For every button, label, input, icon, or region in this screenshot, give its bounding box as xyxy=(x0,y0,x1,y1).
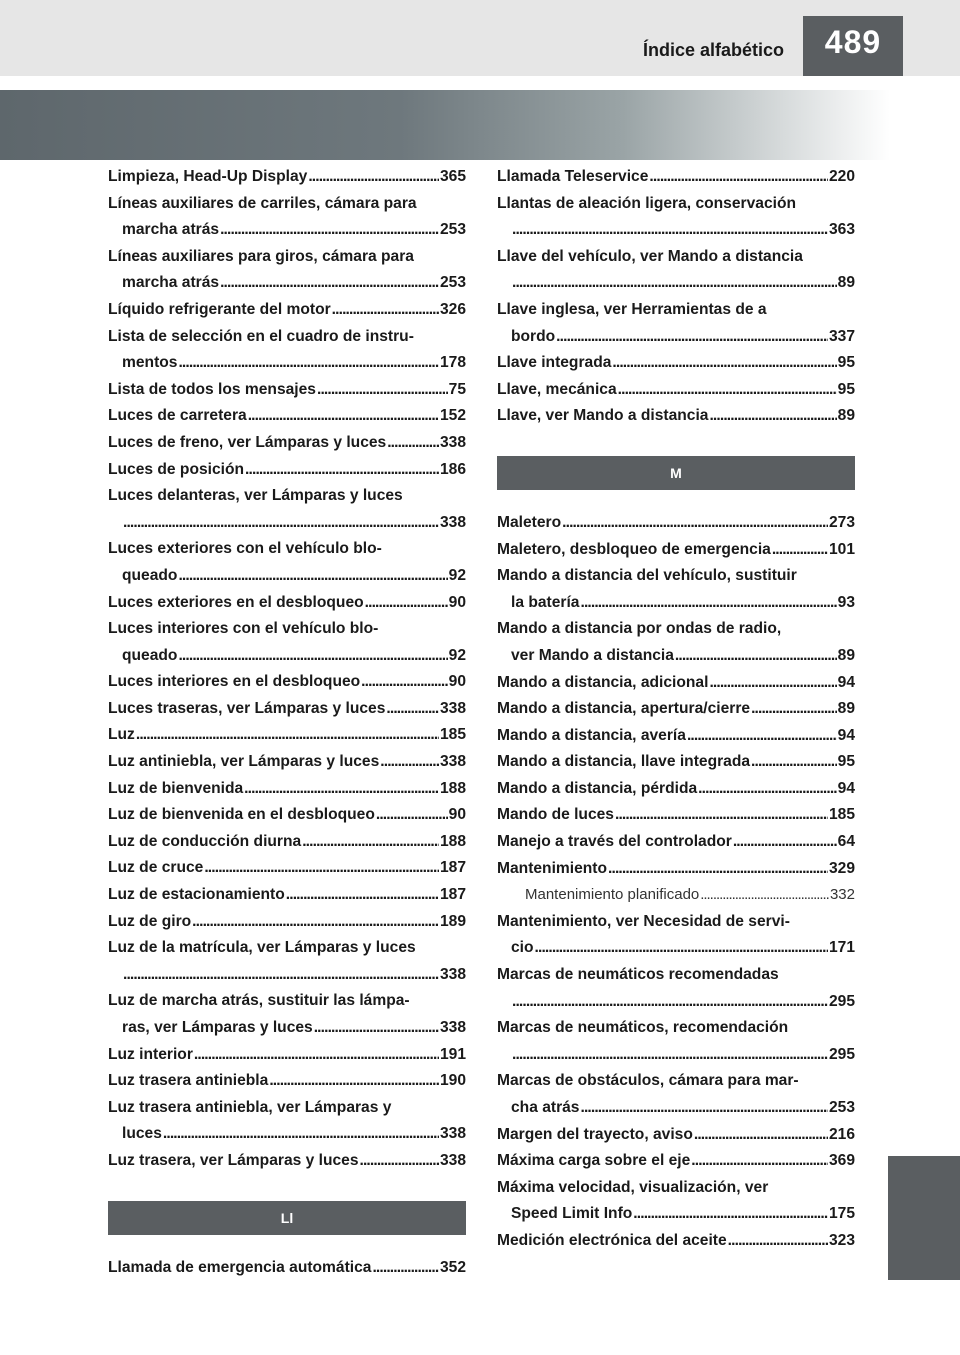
entry-label: Mando a distancia, pérdida xyxy=(497,779,698,797)
page-reference: 92 xyxy=(448,646,466,664)
page-reference: 323 xyxy=(828,1231,855,1249)
page-reference: 94 xyxy=(837,779,855,797)
page-reference: 90 xyxy=(448,806,466,824)
entry-label: Luz xyxy=(108,726,135,744)
page-reference: 363 xyxy=(828,221,855,239)
leader-dots xyxy=(615,802,828,829)
entry-label: Luz de giro xyxy=(108,912,192,930)
entry-label: Mantenimiento, ver Necesidad de servi- xyxy=(497,912,790,930)
index-entry xyxy=(108,962,466,989)
leader-dots xyxy=(244,776,439,803)
entry-label: Medición electrónica del aceite xyxy=(497,1231,727,1249)
index-entry xyxy=(497,1122,855,1149)
leader-dots xyxy=(512,217,828,244)
entry-label: Llamada de emergencia automática xyxy=(108,1258,372,1276)
entry-label: Luz de bienvenida en el desbloqueo xyxy=(108,806,375,824)
leader-dots xyxy=(535,935,828,962)
leader-dots xyxy=(317,377,448,404)
leader-dots xyxy=(380,749,439,776)
entry-label: Mando a distancia, apertura/cierre xyxy=(497,700,751,718)
index-entry-text xyxy=(497,1175,855,1202)
index-entry-text xyxy=(497,1015,855,1042)
index-entry xyxy=(108,270,466,297)
entry-label: Luces exteriores con el vehículo blo- xyxy=(108,540,382,558)
page-reference: 187 xyxy=(439,859,466,877)
leader-dots xyxy=(387,430,439,457)
entry-label: marcha atrás xyxy=(122,274,220,292)
page-reference: 152 xyxy=(439,407,466,425)
entry-label: Marcas de neumáticos recomendadas xyxy=(497,966,779,984)
index-entry xyxy=(497,164,855,191)
leader-dots xyxy=(386,696,439,723)
entry-label: Mando a distancia, llave integrada xyxy=(497,753,751,771)
index-entry xyxy=(497,776,855,803)
page-reference: 216 xyxy=(828,1125,855,1143)
entry-label: Luces interiores en el desbloqueo xyxy=(108,673,361,691)
page-reference: 191 xyxy=(439,1045,466,1063)
entry-label: ras, ver Lámparas y luces xyxy=(122,1019,313,1036)
leader-dots xyxy=(365,590,448,617)
leader-dots xyxy=(580,590,836,617)
index-entry xyxy=(108,430,466,457)
index-entry xyxy=(108,403,466,430)
index-entry xyxy=(497,590,855,617)
entry-label: mentos xyxy=(122,354,178,372)
page-reference: 95 xyxy=(837,354,855,372)
page-reference: 332 xyxy=(829,886,855,904)
leader-dots xyxy=(556,324,828,351)
index-entry xyxy=(497,643,855,670)
entry-label: Margen del trayecto, aviso xyxy=(497,1125,693,1143)
index-entry xyxy=(497,723,855,750)
index-entry xyxy=(108,1015,466,1042)
page-reference: 295 xyxy=(828,1045,855,1063)
leader-dots xyxy=(286,882,439,909)
leader-dots xyxy=(700,882,829,909)
index-entry xyxy=(108,457,466,484)
entry-label: Luz de marcha atrás, sustituir las lámpa- xyxy=(108,992,410,1010)
index-entry xyxy=(497,935,855,962)
index-entry xyxy=(108,350,466,377)
index-entry xyxy=(497,1042,855,1069)
leader-dots xyxy=(204,855,439,882)
leader-dots xyxy=(687,723,837,750)
entry-label: Speed Limit Info xyxy=(511,1205,633,1223)
entry-label: cha atrás xyxy=(511,1099,580,1116)
page-reference: 338 xyxy=(439,965,466,983)
entry-label: Máxima velocidad, visualización, ver xyxy=(497,1178,769,1196)
entry-label: Maletero xyxy=(497,513,562,531)
page-reference: 185 xyxy=(439,726,466,744)
index-entry xyxy=(497,217,855,244)
entry-label: Luces delanteras, ver Lámparas y luces xyxy=(108,487,403,505)
index-entry-text xyxy=(108,935,466,962)
index-entry xyxy=(497,1148,855,1175)
entry-label: Luces de freno, ver Lámparas y luces xyxy=(108,433,387,451)
entry-label: Líquido refrigerante del motor xyxy=(108,300,331,318)
leader-dots xyxy=(314,1015,439,1042)
page-reference: 185 xyxy=(828,806,855,824)
entry-label: Luces exteriores en el desbloqueo xyxy=(108,593,364,611)
entry-label: luces xyxy=(122,1125,162,1143)
side-thumb-tab xyxy=(888,1156,960,1280)
index-entry-text xyxy=(497,191,855,218)
page-reference: 75 xyxy=(448,380,466,398)
index-entry-text xyxy=(108,244,466,271)
index-entry-text xyxy=(108,616,466,643)
index-entry xyxy=(497,537,855,564)
index-entry xyxy=(497,350,855,377)
entry-label: Luz trasera antiniebla xyxy=(108,1072,269,1090)
index-entry xyxy=(108,297,466,324)
page-reference: 171 xyxy=(828,939,855,957)
index-entry-text xyxy=(108,1095,466,1122)
entry-label: Líneas auxiliares para giros, cámara para xyxy=(108,247,414,265)
page-reference: 273 xyxy=(828,513,855,531)
entry-label: Llave inglesa, ver Herramientas de a xyxy=(497,300,767,318)
index-entry-text xyxy=(108,324,466,351)
page-reference: 337 xyxy=(828,327,855,345)
entry-label: Manejo a través del controlador xyxy=(497,833,732,851)
leader-dots xyxy=(691,1148,828,1175)
leader-dots xyxy=(269,1068,439,1095)
index-entry xyxy=(108,1148,466,1175)
index-entry xyxy=(108,669,466,696)
index-entry xyxy=(108,217,466,244)
page-reference: 92 xyxy=(448,566,466,584)
index-entry-text xyxy=(108,483,466,510)
entry-label: Luz trasera antiniebla, ver Lámparas y xyxy=(108,1098,392,1116)
leader-dots xyxy=(512,1042,828,1069)
leader-dots xyxy=(608,856,828,883)
index-entry xyxy=(497,1095,855,1122)
index-entry xyxy=(108,882,466,909)
leader-dots xyxy=(733,829,837,856)
entry-label: Lista de todos los mensajes xyxy=(108,380,316,398)
leader-dots xyxy=(220,217,439,244)
entry-label: Llave, mecánica xyxy=(497,380,617,398)
page-reference: 338 xyxy=(439,1151,466,1169)
leader-dots xyxy=(376,802,448,829)
spacer xyxy=(108,1235,466,1255)
spacer xyxy=(108,1175,466,1201)
leader-dots xyxy=(618,377,837,404)
leader-dots xyxy=(332,297,439,324)
leader-dots xyxy=(512,270,837,297)
entry-label: Maletero, desbloqueo de emergencia xyxy=(497,540,771,558)
entry-label: Mando a distancia, avería xyxy=(497,726,686,744)
index-entry xyxy=(108,909,466,936)
index-entry xyxy=(108,802,466,829)
spacer xyxy=(497,490,855,510)
page-reference: 95 xyxy=(837,753,855,771)
index-entry xyxy=(497,403,855,430)
index-entry-text xyxy=(497,962,855,989)
index-entry xyxy=(108,855,466,882)
index-entry xyxy=(497,696,855,723)
leader-dots xyxy=(178,563,447,590)
page-reference: 338 xyxy=(439,513,466,531)
leader-dots xyxy=(178,643,447,670)
index-entry xyxy=(108,164,466,191)
leader-dots xyxy=(751,749,837,776)
leader-dots xyxy=(751,696,837,723)
index-column-left xyxy=(108,164,466,1281)
leader-dots xyxy=(694,1122,828,1149)
index-entry-text xyxy=(108,536,466,563)
index-entry xyxy=(108,1121,466,1148)
leader-dots xyxy=(580,1095,827,1122)
entry-label: Luz antiniebla, ver Lámparas y luces xyxy=(108,753,380,771)
entry-label: ver Mando a distancia xyxy=(511,646,674,664)
leader-dots xyxy=(178,350,439,377)
page-reference: 189 xyxy=(439,912,466,930)
leader-dots xyxy=(123,962,439,989)
index-entry xyxy=(108,643,466,670)
leader-dots xyxy=(136,722,439,749)
page-reference: 89 xyxy=(837,700,855,718)
page-reference: 186 xyxy=(439,460,466,478)
index-entry xyxy=(497,324,855,351)
entry-label: Luz de cruce xyxy=(108,859,204,877)
page-reference: 187 xyxy=(439,886,466,904)
leader-dots xyxy=(675,643,837,670)
entry-label: Llave del vehículo, ver Mando a distancia xyxy=(497,247,803,265)
index-entry-text xyxy=(497,563,855,590)
page-reference: 352 xyxy=(439,1258,466,1276)
entry-label: queado xyxy=(122,646,178,664)
entry-label: Llamada Teleservice xyxy=(497,168,649,185)
leader-dots xyxy=(772,537,828,564)
entry-label: Mantenimiento planificado xyxy=(525,886,700,904)
page-reference: 220 xyxy=(828,168,855,185)
page-reference: 253 xyxy=(439,221,466,239)
leader-dots xyxy=(360,1148,439,1175)
leader-dots xyxy=(248,403,439,430)
index-entry xyxy=(108,1042,466,1069)
section-title: Índice alfabético xyxy=(642,40,784,60)
leader-dots xyxy=(220,270,439,297)
leader-dots xyxy=(123,510,439,537)
page-reference: 94 xyxy=(837,726,855,744)
leader-dots xyxy=(245,457,439,484)
letter-section-header: Ll xyxy=(108,1201,466,1235)
leader-dots xyxy=(192,909,439,936)
page-reference: 90 xyxy=(448,673,466,691)
leader-dots xyxy=(612,350,836,377)
leader-dots xyxy=(709,403,836,430)
entry-label: Luz trasera, ver Lámparas y luces xyxy=(108,1151,359,1169)
index-entry xyxy=(108,510,466,537)
entry-label: Luces interiores con el vehículo blo- xyxy=(108,620,379,638)
index-entry xyxy=(497,670,855,697)
index-entry xyxy=(497,377,855,404)
entry-label: Líneas auxiliares de carriles, cámara para xyxy=(108,194,417,212)
index-column-right xyxy=(497,164,855,1255)
page-reference: 190 xyxy=(439,1072,466,1090)
index-entry xyxy=(108,696,466,723)
index-entry xyxy=(108,722,466,749)
index-entry-text xyxy=(108,191,466,218)
page-reference: 94 xyxy=(837,673,855,691)
entry-label: bordo xyxy=(511,327,556,345)
page-reference: 329 xyxy=(828,859,855,877)
page-reference: 253 xyxy=(439,274,466,292)
index-entry-text xyxy=(497,244,855,271)
entry-label: la batería xyxy=(511,593,580,611)
entry-label: Luz de conducción diurna xyxy=(108,832,302,850)
index-entry xyxy=(497,1201,855,1228)
page-reference: 64 xyxy=(837,833,855,851)
leader-dots xyxy=(512,989,828,1016)
index-entry xyxy=(108,590,466,617)
entry-label: Mando a distancia por ondas de radio, xyxy=(497,620,782,638)
index-entry xyxy=(108,1255,466,1282)
entry-label: Luz de estacionamiento xyxy=(108,886,285,904)
index-entry xyxy=(497,1228,855,1255)
page-reference: 365 xyxy=(439,168,466,185)
index-entry xyxy=(497,749,855,776)
letter-section-header: M xyxy=(497,456,855,490)
index-entry-text xyxy=(497,909,855,936)
entry-label: Limpieza, Head-Up Display xyxy=(108,168,308,185)
page-reference: 253 xyxy=(828,1099,855,1116)
page-reference: 326 xyxy=(439,300,466,318)
entry-label: marcha atrás xyxy=(122,221,220,239)
entry-label: Marcas de obstáculos, cámara para mar- xyxy=(497,1072,799,1090)
index-entry xyxy=(497,989,855,1016)
index-entry-text xyxy=(497,1068,855,1095)
index-entry xyxy=(108,563,466,590)
entry-label: Lista de selección en el cuadro de instru- xyxy=(108,327,414,345)
page-reference: 295 xyxy=(828,992,855,1010)
entry-label: Mando a distancia, adicional xyxy=(497,673,709,691)
entry-label: Máxima carga sobre el eje xyxy=(497,1152,691,1170)
index-entry xyxy=(497,510,855,537)
entry-label: Mando a distancia del vehículo, sustituir xyxy=(497,567,797,585)
leader-dots xyxy=(698,776,836,803)
leader-dots xyxy=(302,829,439,856)
leader-dots xyxy=(308,164,439,191)
page-reference: 338 xyxy=(439,699,466,717)
page-reference: 188 xyxy=(439,832,466,850)
entry-label: Llave, ver Mando a distancia xyxy=(497,407,709,425)
entry-label: Mando de luces xyxy=(497,806,614,824)
page-reference: 178 xyxy=(439,354,466,372)
page-reference: 90 xyxy=(448,593,466,611)
index-entry xyxy=(497,270,855,297)
entry-label: Luces traseras, ver Lámparas y luces xyxy=(108,699,386,717)
entry-label: Luz interior xyxy=(108,1045,193,1063)
index-entry-text xyxy=(497,616,855,643)
page-reference: 338 xyxy=(439,1019,466,1036)
leader-dots xyxy=(372,1255,439,1282)
page-reference: 95 xyxy=(837,380,855,398)
index-entry-text xyxy=(497,297,855,324)
index-entry xyxy=(108,829,466,856)
leader-dots xyxy=(163,1121,439,1148)
page-reference: 175 xyxy=(828,1205,855,1223)
entry-label: Luz de la matrícula, ver Lámparas y luces xyxy=(108,939,416,957)
entry-label: Luz de bienvenida xyxy=(108,779,244,797)
index-entry xyxy=(108,776,466,803)
entry-label: cio xyxy=(511,939,534,957)
page-reference: 338 xyxy=(439,1125,466,1143)
leader-dots xyxy=(728,1228,828,1255)
page-reference: 338 xyxy=(439,433,466,451)
leader-dots xyxy=(649,164,828,191)
page-reference: 93 xyxy=(837,593,855,611)
leader-dots xyxy=(633,1201,828,1228)
page-reference: 89 xyxy=(837,407,855,425)
index-entry xyxy=(108,749,466,776)
page-number: 489 xyxy=(824,24,882,60)
page-reference: 101 xyxy=(828,540,855,558)
index-entry xyxy=(108,377,466,404)
page-reference: 89 xyxy=(837,274,855,292)
index-entry xyxy=(497,856,855,883)
index-entry xyxy=(108,1068,466,1095)
header-banner xyxy=(0,90,890,160)
entry-label: Luces de posición xyxy=(108,460,245,478)
entry-label: Marcas de neumáticos, recomendación xyxy=(497,1019,789,1037)
leader-dots xyxy=(562,510,828,537)
leader-dots xyxy=(709,670,836,697)
index-entry xyxy=(497,829,855,856)
page-reference: 89 xyxy=(837,646,855,664)
entry-label: Llave integrada xyxy=(497,354,612,372)
index-entry-text xyxy=(108,988,466,1015)
spacer xyxy=(497,430,855,456)
index-entry xyxy=(497,802,855,829)
entry-label: Mantenimiento xyxy=(497,859,608,877)
page-reference: 188 xyxy=(439,779,466,797)
index-subentry xyxy=(497,882,855,909)
entry-label: queado xyxy=(122,566,178,584)
page-reference: 369 xyxy=(828,1152,855,1170)
page-reference: 338 xyxy=(439,753,466,771)
entry-label: Llantas de aleación ligera, conservación xyxy=(497,194,796,212)
leader-dots xyxy=(194,1042,439,1069)
leader-dots xyxy=(361,669,447,696)
entry-label: Luces de carretera xyxy=(108,407,247,425)
